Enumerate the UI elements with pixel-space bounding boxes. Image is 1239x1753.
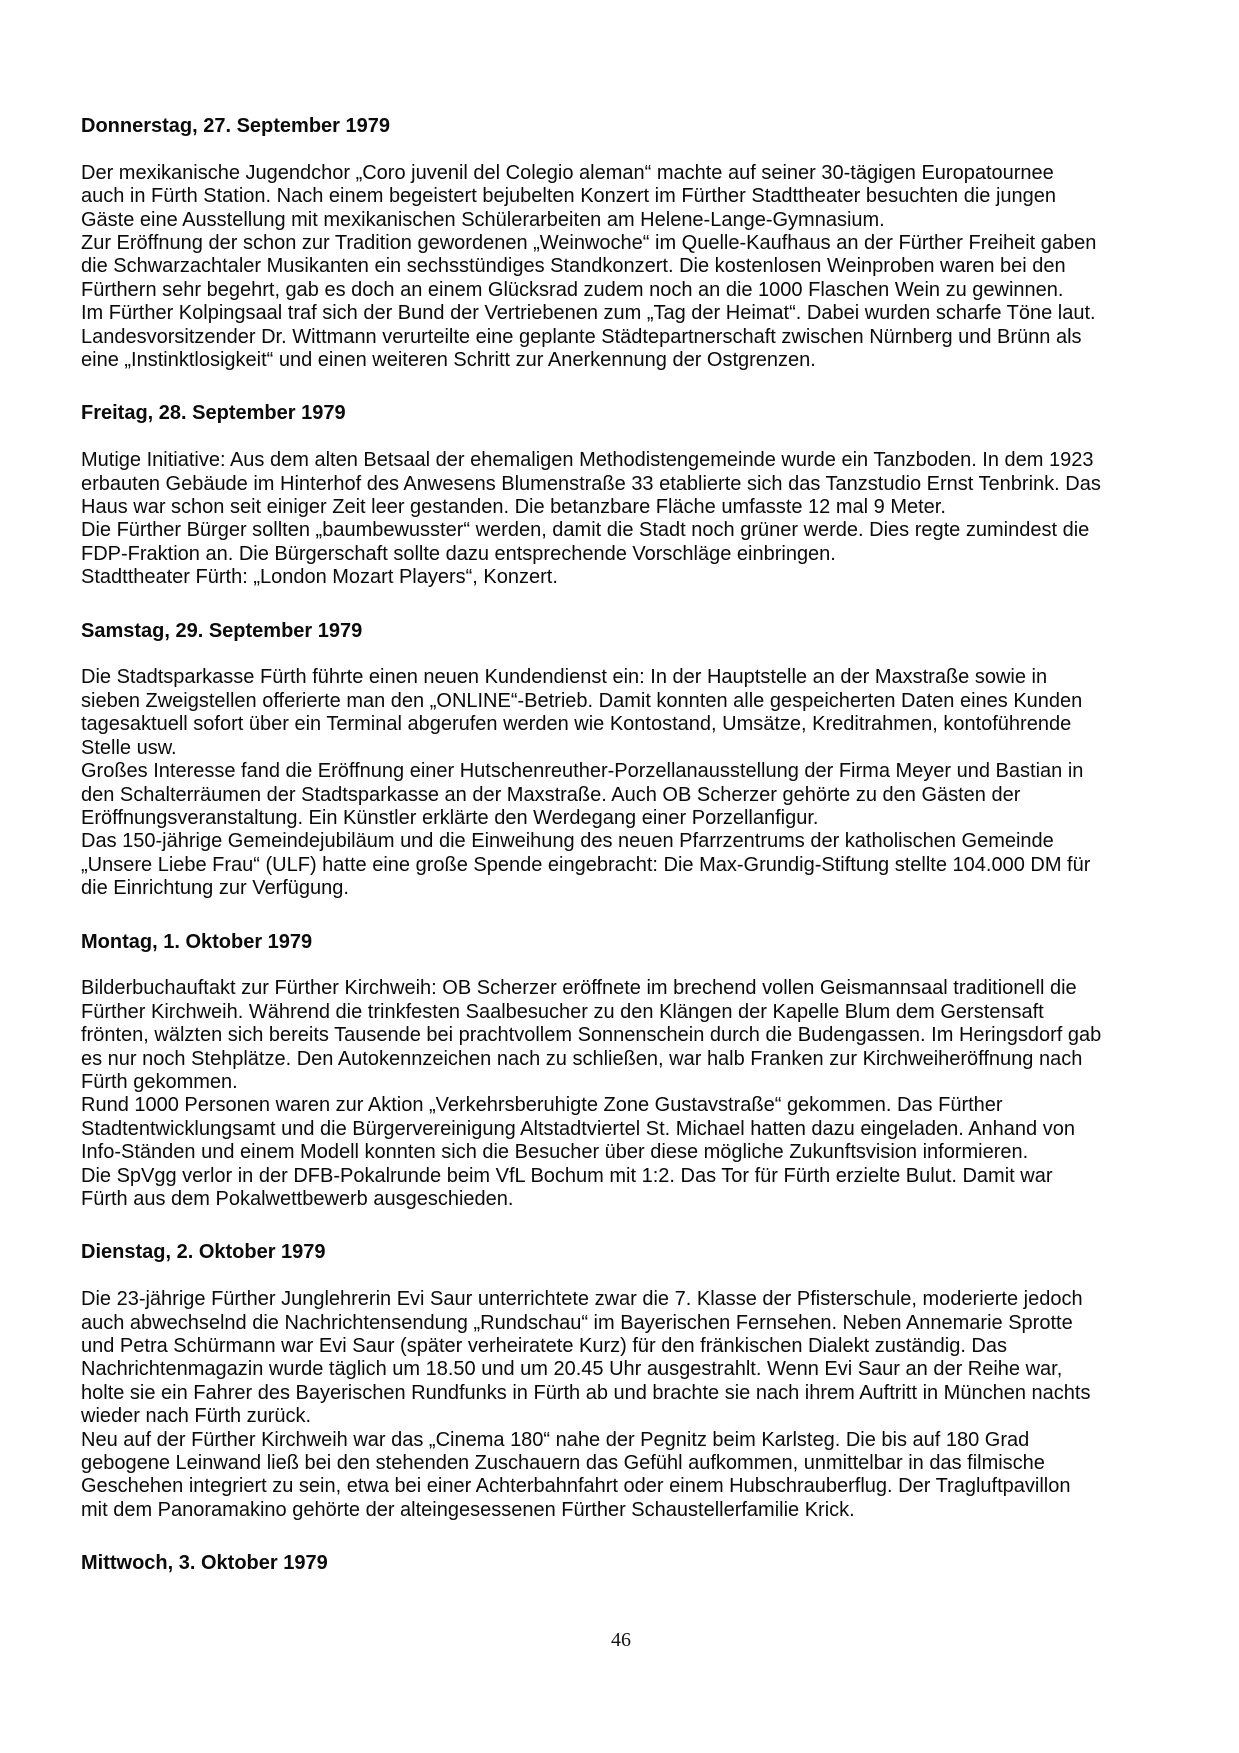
text-line: gebogene Leinwand ließ bei den stehenden Zuschauern das Gefühl aufkommen, unmittelbar in das filmische [81, 1452, 1045, 1475]
text-line: Der mexikanische Jugendchor „Coro juvenil del Colegio aleman“ machte auf seiner 30-tägigen Europatournee [81, 161, 1054, 184]
sections-container [81, 115, 1161, 1576]
text-line: eine „Instinktlosigkeit“ und einen weiteren Schritt zur Anerkennung der Ostgrenzen. [81, 349, 816, 372]
text-line: Großes Interesse fand die Eröffnung einer Hutschenreuther-Porzellanausstellung der Firma Meyer und Bastian in [81, 760, 1084, 783]
day-paragraph [81, 1094, 1161, 1164]
day-paragraph [81, 449, 1161, 519]
day-paragraph [81, 566, 1161, 589]
text-line: es nur noch Stehplätze. Den Autokennzeichen nach zu schließen, war halb Franken zur Kirchweiheröffnung nach [81, 1047, 1083, 1070]
day-paragraph [81, 977, 1161, 1094]
day-heading: Mittwoch, 3. Oktober 1979 [81, 1552, 328, 1575]
day-section [81, 1241, 1161, 1522]
day-paragraph [81, 760, 1161, 830]
day-heading: Dienstag, 2. Oktober 1979 [81, 1241, 326, 1264]
day-paragraph [81, 830, 1161, 900]
text-line: Mutige Initiative: Aus dem alten Betsaal der ehemaligen Methodistengemeinde wurde ein Tanzboden. In dem 1923 [81, 449, 1094, 472]
day-paragraph [81, 1165, 1161, 1212]
text-line: Neu auf der Fürther Kirchweih war das „Cinema 180“ nahe der Pegnitz beim Karlsteg. Die bis auf 180 Grad [81, 1428, 1030, 1451]
text-line: Eröffnungsveranstaltung. Ein Künstler erklärte den Werdegang einer Porzellanfigur. [81, 806, 819, 829]
text-line: Fürthern sehr begehrt, gab es doch an einem Glücksrad zudem noch an die 1000 Flaschen Wein zu gewinnen. [81, 278, 1064, 301]
text-line: Stadttheater Fürth: „London Mozart Players“, Konzert. [81, 566, 558, 589]
day-paragraph [81, 232, 1161, 302]
day-heading: Freitag, 28. September 1979 [81, 402, 346, 425]
text-line: die Einrichtung zur Verfügung. [81, 877, 349, 900]
text-line: holte sie ein Fahrer des Bayerischen Rundfunks in Fürth ab und brachte sie nach ihrem Auftritt in München nachts [81, 1381, 1091, 1404]
text-line: Die 23-jährige Fürther Junglehrerin Evi Saur unterrichtete zwar die 7. Klasse der Pfisterschule, moderierte jedoch [81, 1288, 1083, 1311]
text-line: wieder nach Fürth zurück. [81, 1405, 312, 1428]
day-paragraph [81, 302, 1161, 372]
text-line: „Unsere Liebe Frau“ (ULF) hatte eine große Spende eingebracht: Die Max-Grundig-Stiftung stellte 104.000 DM für [81, 853, 1091, 876]
text-line: Geschehen integriert zu sein, etwa bei einer Achterbahnfahrt oder einem Hubschrauberflug. Der Tragluftpavillon [81, 1475, 1071, 1498]
text-line: Rund 1000 Personen waren zur Aktion „Verkehrsberuhigte Zone Gustavstraße“ gekommen. Das Fürther [81, 1094, 1003, 1117]
text-line: Gäste eine Ausstellung mit mexikanischen Schülerarbeiten am Helene-Lange-Gymnasium. [81, 208, 885, 231]
day-heading: Samstag, 29. September 1979 [81, 619, 363, 642]
text-line: Stadtentwicklungsamt und die Bürgervereinigung Altstadtviertel St. Michael hatten dazu eingeladen. Anhand von [81, 1117, 1075, 1140]
day-section [81, 115, 1161, 372]
text-line: frönten, wälzten sich bereits Tausende bei prachtvollem Sonnenschein durch die Budengassen. Im Heringsdorf gab [81, 1024, 1102, 1047]
day-paragraph [81, 519, 1161, 566]
day-paragraph [81, 1288, 1161, 1428]
text-line: Im Fürther Kolpingsaal traf sich der Bund der Vertriebenen zum „Tag der Heimat“. Dabei wurden scharfe Töne laut. [81, 302, 1096, 325]
text-line: Haus war schon seit einiger Zeit leer gestanden. Die betanzbare Fläche umfasste 12 mal 9 Meter. [81, 496, 946, 519]
day-section [81, 931, 1161, 1212]
text-line: Das 150-jährige Gemeindejubiläum und die Einweihung des neuen Pfarrzentrums der katholischen Gemeinde [81, 830, 1054, 853]
text-line: Fürther Kirchweih. Während die trinkfesten Saalbesucher zu den Klängen der Kapelle Blum dem Gerstensaft [81, 1000, 1044, 1023]
text-line: mit dem Panoramakino gehörte der alteingesessenen Fürther Schaustellerfamilie Krick. [81, 1498, 855, 1521]
text-line: sieben Zweigstellen offerierte man den „ONLINE“-Betrieb. Damit konnten alle gespeicherten Daten eines Kunden [81, 689, 1083, 712]
text-line: FDP-Fraktion an. Die Bürgerschaft sollte dazu entsprechende Vorschläge einbringen. [81, 542, 836, 565]
text-line: Fürth aus dem Pokalwettbewerb ausgeschieden. [81, 1188, 514, 1210]
text-line: tagesaktuell sofort über ein Terminal abgerufen werden wie Kontostand, Umsätze, Kreditrahmen, kontoführende [81, 713, 1072, 736]
day-paragraph [81, 666, 1161, 760]
text-line: auch abwechselnd die Nachrichtensendung „Rundschau“ im Bayerischen Fernsehen. Neben Annemarie Sprotte [81, 1311, 1073, 1334]
text-line: Bilderbuchauftakt zur Fürther Kirchweih: OB Scherzer eröffnete im brechend vollen Geismannsaal traditionell die [81, 977, 1077, 1000]
text-line: Zur Eröffnung der schon zur Tradition gewordenen „Weinwoche“ im Quelle-Kaufhaus an der Fürther Freiheit gaben [81, 232, 1097, 255]
day-section [81, 1552, 1161, 1575]
text-line: auch in Fürth Station. Nach einem begeistert bejubelten Konzert im Fürther Stadttheater besuchten die jungen [81, 185, 1057, 208]
text-line: Die Stadtsparkasse Fürth führte einen neuen Kundendienst ein: In der Hauptstelle an der Maxstraße sowie in [81, 666, 1048, 689]
text-line: Info-Ständen und einem Modell konnten sich die Besucher über diese mögliche Zukunftsvision informieren. [81, 1141, 1029, 1164]
text-line: Die SpVgg verlor in der DFB-Pokalrunde beim VfL Bochum mit 1:2. Das Tor für Fürth erzielte Bulut. Damit war [81, 1164, 1053, 1187]
text-line: den Schalterräumen der Stadtsparkasse an der Maxstraße. Auch OB Scherzer gehörte zu den Gästen der [81, 783, 1021, 806]
text-line: Fürth gekommen. [81, 1070, 238, 1093]
day-section [81, 620, 1161, 901]
text-line: Landesvorsitzender Dr. Wittmann verurteilte eine geplante Städtepartnerschaft zwischen Nürnberg und Brünn als [81, 325, 1082, 348]
day-paragraph [81, 1429, 1161, 1523]
day-heading: Donnerstag, 27. September 1979 [81, 115, 391, 137]
text-line: erbauten Gebäude im Hinterhof des Anwesens Blumenstraße 33 etablierte sich das Tanzstudio Ernst Tenbrink. Das [81, 472, 1101, 495]
text-line: Die Fürther Bürger sollten „baumbewusster“ werden, damit die Stadt noch grüner werde. Dies regte zumindest die [81, 519, 1090, 542]
text-line: Nachrichtenmagazin wurde täglich um 18.50 und um 20.45 Uhr ausgestrahlt. Wenn Evi Saur an der Reihe war, [81, 1358, 1063, 1381]
text-line: Stelle usw. [81, 736, 177, 759]
page-number: 46 [611, 1628, 631, 1651]
day-section [81, 402, 1161, 589]
text-line: und Petra Schürmann war Evi Saur (später verheiratete Kurz) für den fränkischen Dialekt zuständig. Das [81, 1335, 1007, 1358]
day-heading: Montag, 1. Oktober 1979 [81, 930, 313, 953]
text-line: die Schwarzachtaler Musikanten ein sechsstündiges Standkonzert. Die kostenlosen Weinproben waren bei den [81, 255, 1066, 278]
day-paragraph [81, 162, 1161, 232]
